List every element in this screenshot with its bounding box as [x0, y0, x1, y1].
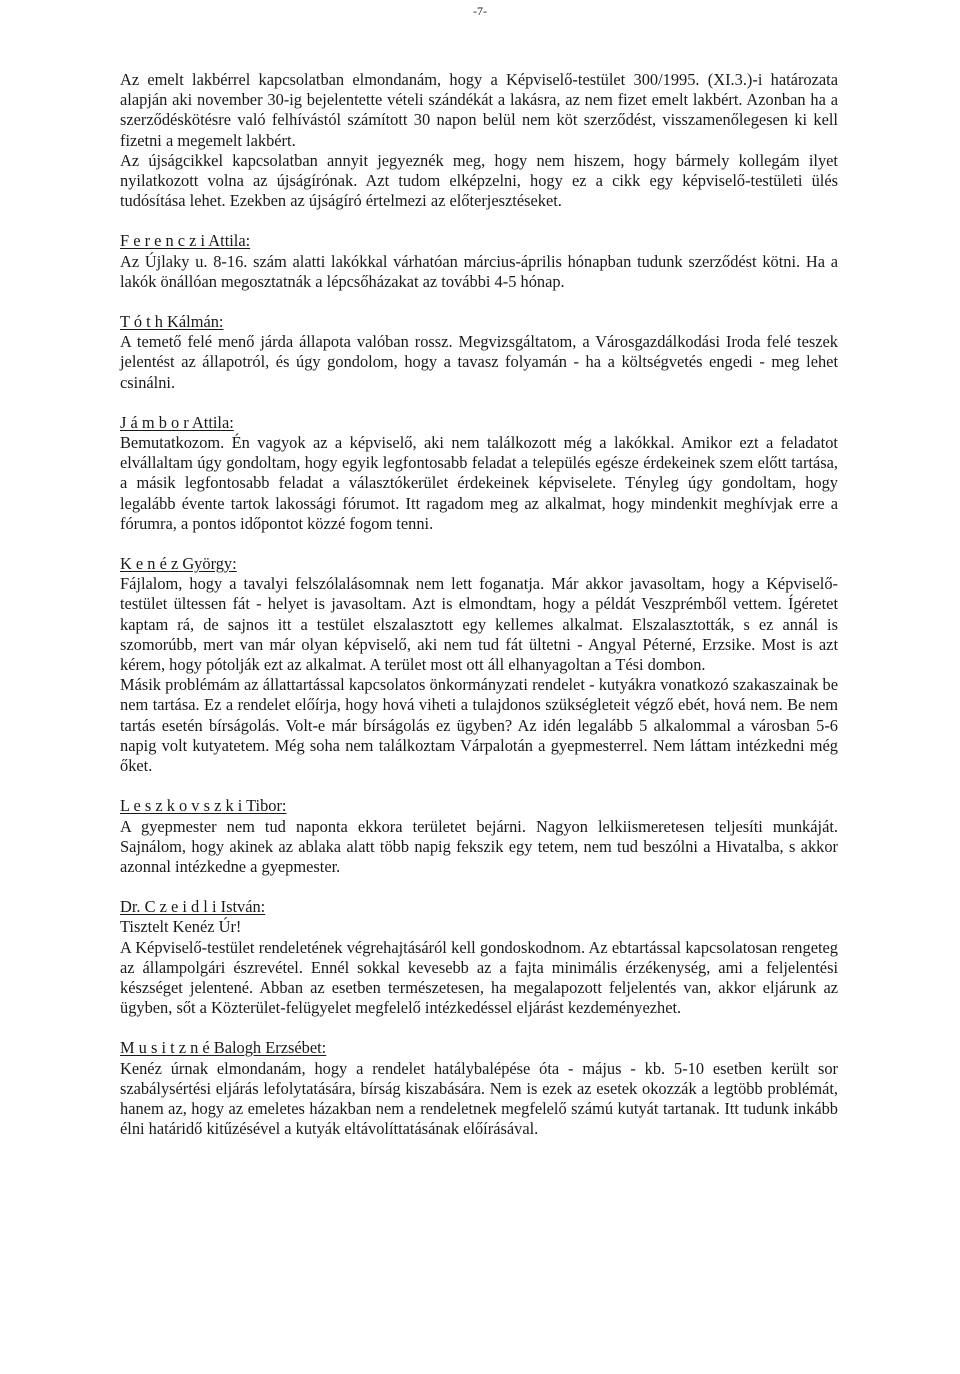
speaker-name: J á m b o r Attila: — [120, 412, 234, 432]
speech-paragraph: Az Újlaky u. 8-16. szám alatti lakókkal várhatóan március-április hónapban tudunk szerződést kötni. Ha a lakók önállóan megosztatnák a lépcsőházakat az további 4-5 hónap. — [120, 251, 838, 291]
speech-paragraph: Fájlalom, hogy a tavalyi felszólalásomnak nem lett foganatja. Már akkor javasoltam, hogy a Képviselő-testület ültessen fát - helyet is javasoltam. Azt is elmondtam, hogy a példát Veszprémből vettem. Ígéretet kaptam rá, de sajnos itt a testület elszalasztott egy kellemes alkalmat. Elszalasztották, s ez annál is szomorúbb, mert van már olyan képviselő, aki nem tud fát ültetni - Angyal Péterné, Erzsike. Most is azt kérem, hogy pótolják ezt az alkalmat. A terület most ott áll elhanyagoltan a Tési dombon. — [120, 574, 838, 675]
intro-paragraph-1: Az emelt lakbérrel kapcsolatban elmondanám, hogy a Képviselő-testület 300/1995. (XI.3.)-i határozata alapján aki november 30-ig bejelentette vételi szándékát a lakásra, az nem fizet emelt lakbért. Azonban ha a szerződéskötésre való felhívástól számított 30 napon belül nem köt szerződést, visszamenőlegesen ki kell fizetni a megemelt lakbért. — [120, 70, 838, 150]
intro-paragraph-2: Az újságcikkel kapcsolatban annyit jegyeznék meg, hogy nem hiszem, hogy bármely kollegám ilyet nyilatkozott volna az újságírónak. Azt tudom elképzelni, hogy ez a cikk egy képviselő-testületi ülés tudósítása lehet. Ezekben az újságíró értelmezi az előterjesztéseket. — [120, 150, 838, 211]
document-body — [120, 70, 838, 1139]
speech-kenez — [120, 554, 838, 776]
speaker-name: F e r e n c z i Attila: — [120, 231, 251, 251]
speech-paragraph: A gyepmester nem tud naponta ekkora területet bejárni. Nagyon lelkiismeretesen teljesíti munkáját. Sajnálom, hogy akinek az ablaka alatt több napig fekszik egy tetem, nem tud beszólni a Hivatalba, s akkor azonnal intézkedne a gyepmester. — [120, 816, 838, 876]
speech-paragraph: A Képviselő-testület rendeletének végrehajtásáról kell gondoskodnom. Az ebtartással kapcsolatosan rengeteg az állampolgári észrevétel. Ennél sokkal kevesebb az a fajta minimális érzékenység, ami a feljelentési készséget jelentené. Abban az esetben természetesen, ha megalapozott feljelentés van, akkor eljárunk az ügyben, sőt a Közterület-felügyelet megfelelő intézkedéssel eljárást kezdeményezhet. — [120, 937, 838, 1018]
speech-paragraph: Kenéz úrnak elmondanám, hogy a rendelet hatálybalépése óta - május - kb. 5-10 esetben került sor szabálysértési eljárás lefolytatására, bírság kiszabására. Nem is ezek az esetek okozzák a legtöbb problémát, hanem az, hogy az emeletes házakban nem a rendeletnek megfelelő számú kutyát tartanak. Itt tudunk inkább élni határidő kitűzésével a kutyák eltávolíttatásának előírásával. — [120, 1058, 838, 1139]
speech-ferenczi — [120, 231, 838, 292]
speaker-name: T ó t h Kálmán: — [120, 312, 224, 332]
page-number: -7- — [473, 4, 487, 18]
speech-paragraph: Másik problémám az állattartással kapcsolatos önkormányzati rendelet - kutyákra vonatkozó szakaszainak be nem tartása. Ez a rendelet előírja, hogy hová viheti a tulajdonos szükségleteit végző ebét, hová nem. Be nem tartás esetén bírságolás. Volt-e már bírságolás ez ügyben? Az idén legalább 5 alkalommal a városban 5-6 napig volt kutyatetem. Még soha nem találkoztam Várpalotán a gyepmesterrel. Nem láttam intézkedni még őket. — [120, 675, 838, 776]
speaker-name: Dr. C z e i d l i István: — [120, 897, 266, 917]
speaker-name: K e n é z György: — [120, 554, 237, 574]
speaker-name: M u s i t z n é Balogh Erzsébet: — [120, 1038, 327, 1058]
speaker-name: L e s z k o v s z k i Tibor: — [120, 796, 287, 816]
speech-salutation: Tisztelt Kenéz Úr! — [120, 917, 242, 937]
speech-jambor — [120, 413, 838, 534]
speech-toth — [120, 312, 838, 393]
speech-paragraph: A temető felé menő járda állapota valóban rossz. Megvizsgáltatom, a Városgazdálkodási Iroda felé teszek jelentést az állapotról, és úgy gondolom, hogy a tavasz folyamán - ha a költségvetés engedi - meg lehet csinálni. — [120, 332, 838, 392]
speech-leszkovszki — [120, 796, 838, 877]
speech-czeidli — [120, 897, 838, 1018]
speech-musitzne — [120, 1038, 838, 1139]
speech-paragraph: Bemutatkozom. Én vagyok az a képviselő, aki nem találkozott még a lakókkal. Amikor ezt a feladatot elvállaltam úgy gondoltam, hogy egyik legfontosabb feladat a település egésze érdekeinek szem előtt tartása, a másik legfontosabb feladat a választókerület érdekeinek képviselete. Tényleg úgy gondoltam, hogy legalább évente tartok lakossági fórumot. Itt ragadom meg az alkalmat, hogy mindenkit meghívjak erre a fórumra, a pontos időpontot közzé fogom tenni. — [120, 433, 838, 533]
